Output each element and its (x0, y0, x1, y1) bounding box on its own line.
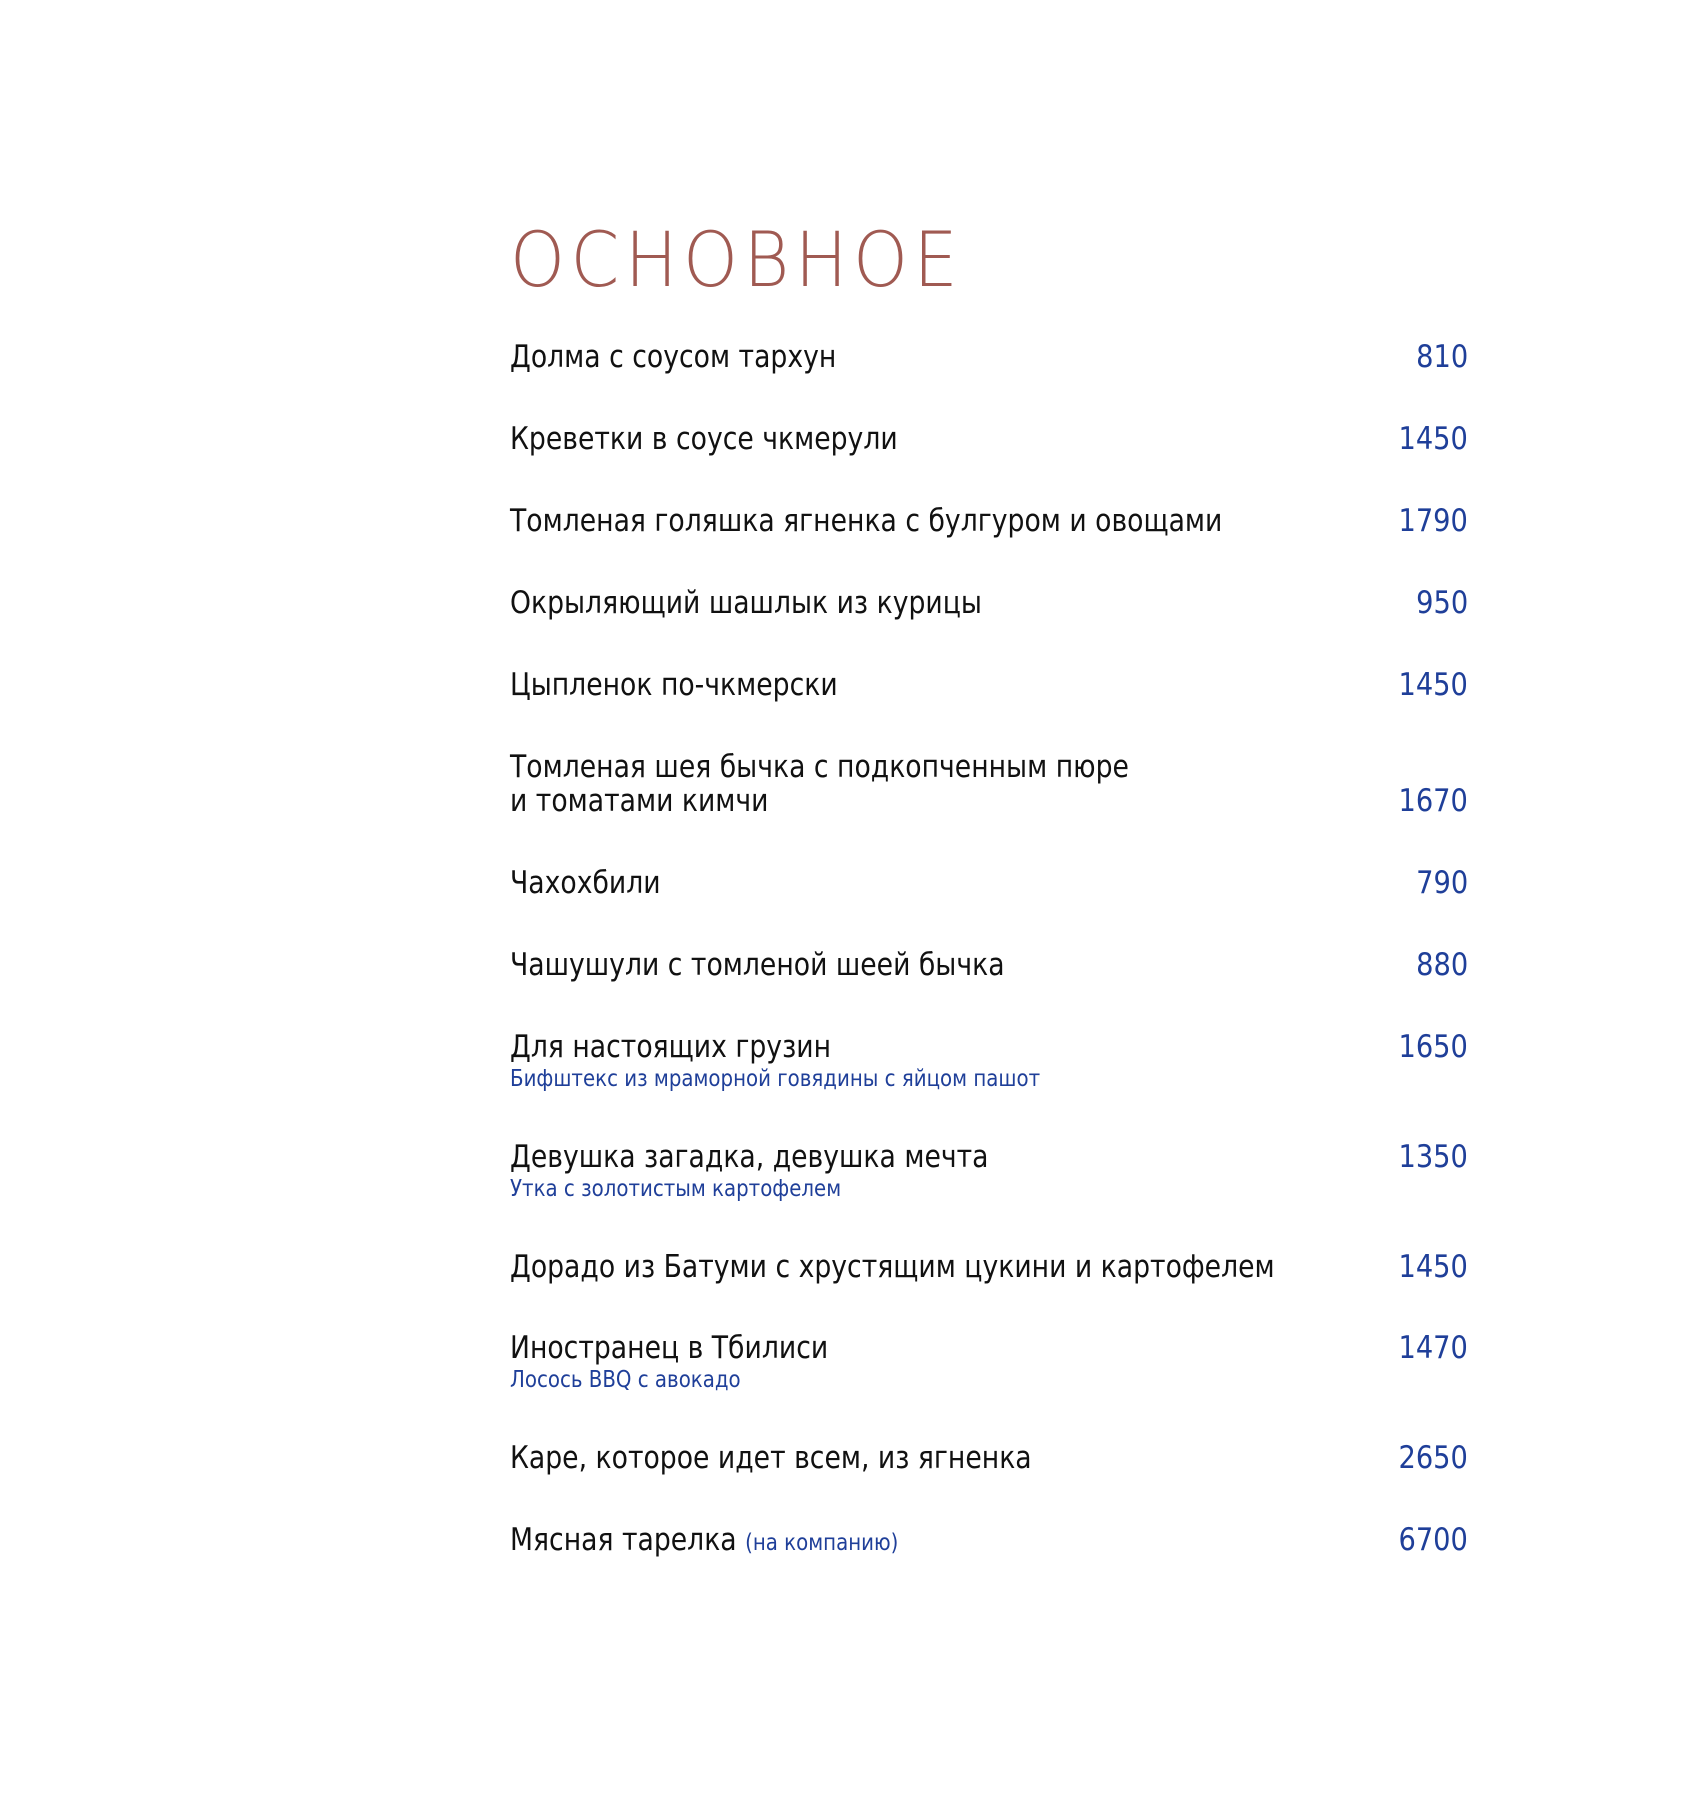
item-name: Каре, которое идет всем, из ягненка (510, 1440, 1032, 1476)
item-name-line-2: и томатами кимчи (510, 783, 769, 819)
item-price: 6700 (1398, 1522, 1468, 1558)
section-title: ОСНОВНОЕ (510, 215, 964, 304)
item-description: Бифштекс из мраморной говядины с яйцом пашот (510, 1066, 1041, 1092)
item-name: Креветки в соусе чкмерули (510, 421, 898, 457)
item-name: Чахохбили (510, 865, 661, 901)
item-name: Цыпленок по-чкмерски (510, 667, 838, 703)
item-price: 790 (1415, 865, 1468, 901)
item-price: 1350 (1398, 1139, 1468, 1175)
item-price: 1470 (1398, 1330, 1468, 1366)
item-name: Чашушули с томленой шеей бычка (510, 947, 1005, 983)
item-name-line-1: Томленая шея бычка с подкопченным пюре (510, 749, 1129, 785)
item-name-text: Мясная тарелка (510, 1522, 737, 1558)
item-name: Томленая голяшка ягненка с булгуром и овощами (510, 503, 1223, 539)
item-price: 810 (1415, 339, 1468, 375)
item-name: Иностранец в Тбилиси (510, 1330, 829, 1366)
item-price: 1670 (1398, 783, 1468, 819)
item-name: Долма с соусом тархун (510, 339, 837, 375)
item-name: Окрыляющий шашлык из курицы (510, 585, 982, 621)
item-price: 2650 (1398, 1440, 1468, 1476)
item-price: 1650 (1398, 1029, 1468, 1065)
item-price: 1450 (1398, 1249, 1468, 1285)
item-price: 1790 (1398, 503, 1468, 539)
item-price: 880 (1415, 947, 1468, 983)
item-note: (на компанию) (745, 1530, 899, 1556)
item-price: 1450 (1398, 421, 1468, 457)
item-name (510, 1523, 898, 1557)
item-price: 950 (1415, 585, 1468, 621)
item-price: 1450 (1398, 667, 1468, 703)
menu-page (510, 210, 1468, 310)
item-description: Лосось BBQ с авокадо (510, 1367, 741, 1393)
item-name: Девушка загадка, девушка мечта (510, 1139, 989, 1175)
item-description: Утка с золотистым картофелем (510, 1176, 842, 1202)
item-name: Дорадо из Батуми с хрустящим цукини и картофелем (510, 1249, 1275, 1285)
item-name: Для настоящих грузин (510, 1029, 832, 1065)
